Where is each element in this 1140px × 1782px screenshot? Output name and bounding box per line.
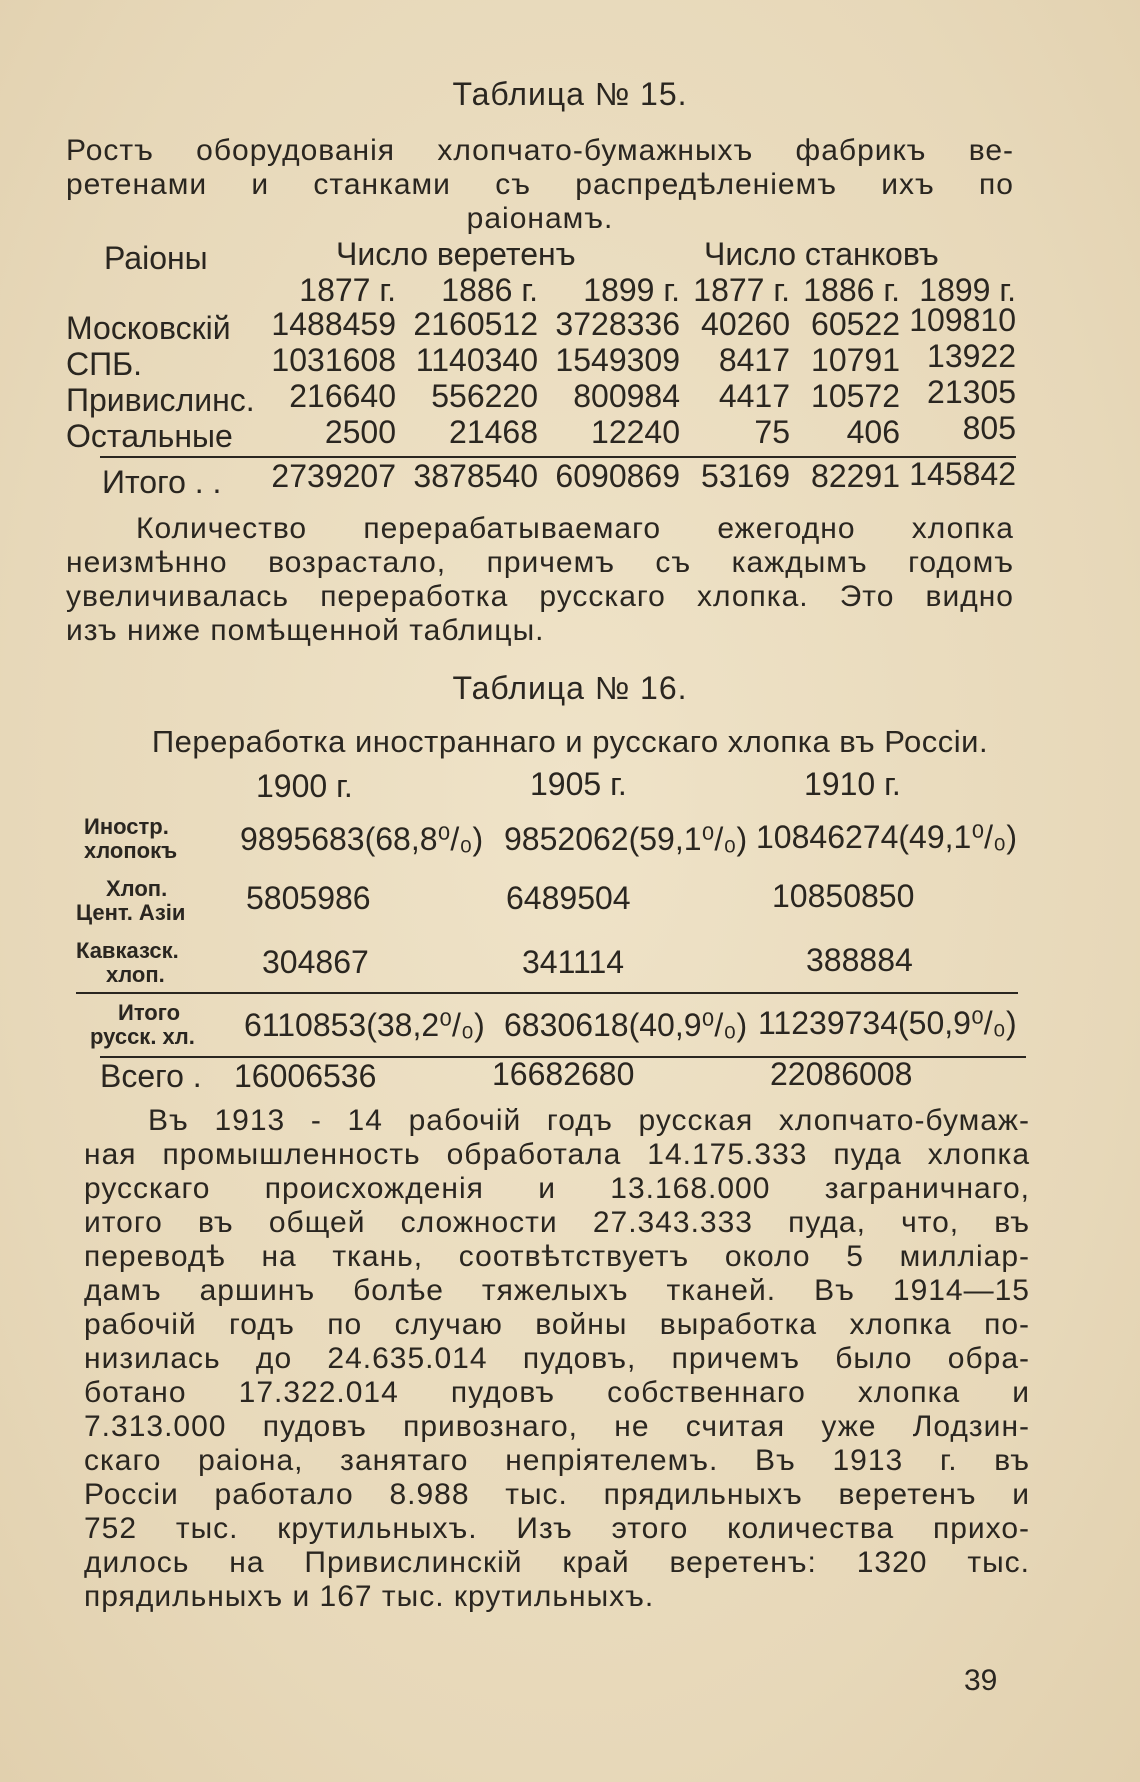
table-cell: 3728336 [555, 306, 680, 342]
paragraph-line: дилось на Привислинскій край веретенъ: 1320 тыс. [84, 1546, 1030, 1579]
table-cell: 805 [962, 410, 1016, 446]
table-cell: 2500 [324, 414, 396, 450]
total-cell: 6090869 [555, 458, 680, 494]
subtotal-rule [76, 992, 1018, 994]
year-header: 1886 г. [441, 272, 538, 308]
subtotal-label: Итого [118, 1000, 181, 1025]
row-label: хлоп. [106, 962, 165, 987]
table-cell: 8417 [718, 342, 790, 378]
paragraph-line: изъ ниже помѣщенной таблицы. [66, 614, 545, 647]
total-cell: 2739207 [271, 458, 396, 494]
year-header: 1900 г. [256, 768, 353, 804]
table-cell: 10791 [811, 342, 900, 378]
table15-heading: Таблица № 15. [452, 76, 688, 112]
table-cell: 1031608 [271, 342, 396, 378]
row-label: Цент. Азіи [76, 900, 186, 925]
paragraph-line: ботано 17.322.014 пудовъ собственнаго хлопка и [84, 1376, 1030, 1409]
table-cell: 1140340 [415, 342, 538, 378]
total-cell: 16682680 [492, 1056, 635, 1092]
table-cell: 13922 [927, 338, 1016, 374]
paragraph-line: дамъ аршинъ болѣе тяжелыхъ тканей. Въ 1914—15 [84, 1274, 1030, 1307]
paragraph-line: Количество перерабатываемаго ежегодно хлопка [136, 512, 1014, 545]
year-header: 1899 г. [919, 272, 1016, 308]
paragraph-line: Россіи работало 8.988 тыс. прядильныхъ веретенъ и [84, 1478, 1030, 1511]
paragraph-line: неизмѣнно возрастало, причемъ съ каждымъ годомъ [66, 546, 1014, 579]
table15-caption [66, 134, 1014, 236]
row-label: Кавказск. [76, 938, 179, 963]
row-label: хлопокъ [84, 838, 178, 863]
table16-heading: Таблица № 16. [452, 670, 688, 706]
table-cell: 109810 [909, 302, 1016, 338]
table-row-label: Привислинс. [66, 382, 255, 418]
table-cell: 4417 [718, 378, 790, 414]
paragraph-line: низилась до 24.635.014 пудовъ, причемъ было обра- [84, 1342, 1030, 1375]
table16-caption: Переработка иностраннаго и русскаго хлопка въ Россіи. [151, 724, 989, 759]
year-header: 1905 г. [530, 766, 627, 802]
paragraph-line: прядильныхъ и 167 тыс. крутильныхъ. [84, 1580, 655, 1613]
table-row-label: Московскій [66, 310, 231, 346]
total-row-label: Итого . . [102, 464, 222, 500]
table-cell: 800984 [573, 378, 680, 414]
table-cell: 216640 [289, 378, 396, 414]
table-cell: 10850850 [772, 878, 915, 914]
paragraph-line: скаго раіона, занятаго непріятелемъ. Въ 1913 г. въ [84, 1444, 1030, 1477]
group-header-looms: Число станковъ [704, 236, 939, 272]
year-header: 1877 г. [693, 272, 790, 308]
table-cell: 21305 [927, 374, 1016, 410]
table-cell: 406 [846, 414, 900, 450]
table-cell: 1549309 [555, 342, 680, 378]
table-cell: 341114 [522, 944, 625, 980]
year-header: 1886 г. [803, 272, 900, 308]
table-cell: 12240 [591, 414, 680, 450]
paragraph-line: увеличивалась переработка русскаго хлопка. Это видно [66, 580, 1014, 613]
total-cell: 16006536 [234, 1058, 377, 1094]
total-cell: 3878540 [413, 458, 538, 494]
caption-line: ретенами и станками съ распредѣленіемъ ихъ по [66, 168, 1014, 201]
table-cell: 556220 [431, 378, 538, 414]
table-cell: 10846274(49,1⁰/₀) [756, 819, 1017, 855]
paragraph-line: ная промышленность обработала 14.175.333 пуда хлопка [84, 1138, 1030, 1171]
subtotal-cell: 11239734(50,9⁰/₀) [758, 1005, 1017, 1041]
table-cell: 5805986 [246, 880, 371, 916]
table-cell: 60522 [811, 306, 900, 342]
paragraph-2 [84, 1104, 1030, 1614]
table-cell: 388884 [806, 942, 913, 978]
year-header: 1910 г. [804, 766, 901, 802]
paragraph-line: итого въ общей сложности 27.343.333 пуда, что, въ [84, 1206, 1030, 1239]
total-cell: 82291 [811, 458, 900, 494]
table-cell: 1488459 [271, 306, 396, 342]
year-header: 1899 г. [583, 272, 680, 308]
paragraph-1 [66, 512, 1014, 648]
subtotal-cell: 6830618(40,9⁰/₀) [504, 1007, 748, 1043]
table-row-label: Остальные [66, 418, 233, 454]
table-row-label: СПБ. [66, 346, 142, 382]
total-label: Всего . [100, 1058, 202, 1094]
column-header-regions: Раіоны [104, 240, 208, 276]
caption-line: Ростъ оборудованія хлопчато-бумажныхъ фабрикъ ве- [66, 134, 1014, 167]
row-label: Иностр. [84, 814, 169, 839]
total-cell: 145842 [909, 456, 1016, 492]
table-cell: 21468 [449, 414, 538, 450]
page-number: 39 [964, 1664, 998, 1697]
table-cell: 304867 [262, 944, 369, 980]
row-label: Хлоп. [106, 876, 168, 901]
paragraph-line: рабочій годъ по случаю войны выработка хлопка по- [84, 1308, 1030, 1341]
table-cell: 6489504 [506, 880, 631, 916]
subtotal-cell: 6110853(38,2⁰/₀) [244, 1007, 485, 1043]
paragraph-line: 7.313.000 пудовъ привознаго, не считая уже Лодзин- [84, 1410, 1030, 1443]
paragraph-line: Въ 1913 - 14 рабочій годъ русская хлопчато-бумаж- [148, 1104, 1030, 1137]
year-header: 1877 г. [299, 272, 396, 308]
total-cell: 22086008 [770, 1056, 913, 1092]
total-cell: 53169 [701, 458, 790, 494]
caption-line: раіонамъ. [466, 202, 614, 235]
table-cell: 9895683(68,8⁰/₀) [240, 821, 484, 857]
table-cell: 10572 [811, 378, 900, 414]
table-cell: 2160512 [413, 306, 538, 342]
table-cell: 40260 [701, 306, 790, 342]
paragraph-line: переводѣ на ткань, соотвѣтствуетъ около 5 милліар- [84, 1240, 1030, 1273]
group-header-spindles: Число веретенъ [336, 236, 576, 272]
table-cell: 75 [754, 414, 790, 450]
paragraph-line: русскаго происхожденія и 13.168.000 заграничнаго, [84, 1172, 1030, 1205]
subtotal-label: русск. хл. [90, 1024, 195, 1049]
table-cell: 9852062(59,1⁰/₀) [504, 821, 748, 857]
paragraph-line: 752 тыс. крутильныхъ. Изъ этого количества прихо- [84, 1512, 1030, 1545]
